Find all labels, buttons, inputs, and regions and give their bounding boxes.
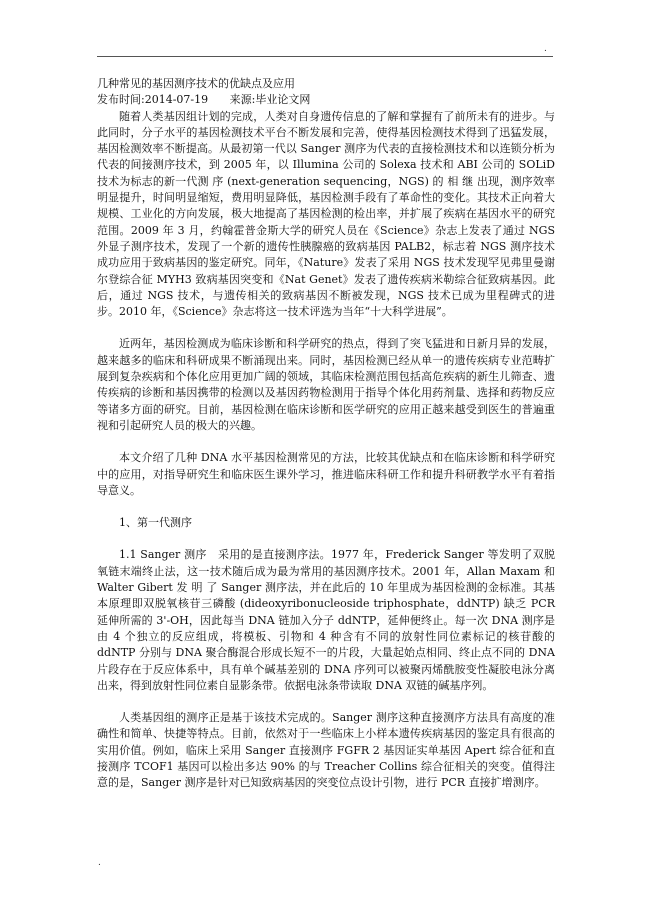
footer-mark: . [98, 858, 101, 868]
paragraph-intro: 随着人类基因组计划的完成，人类对自身遗传信息的了解和掌握有了前所未有的进步。与此同时，分子水平的基因检测技术平台不断发展和完善，使得基因检测技术得到了迅猛发展，基因检测效率不断提高。从最初第一代以 Sanger 测序为代表的直接检测技术和以连锁分析为代表的间接测序技术，到 2005 年，以 Illumina 公司的 Solexa 技术和 ABI 公司的 SOLiD 技术为标志的新一代测 序 (next-generation sequencing，NGS) 的 相 继 出现，测序效率明显提升，时间明显缩短，费用明显降低，基因检测手段有了革命性的变化。其技术正向着大规模、工业化的方向发展，极大地提高了基因检测的检出率，并扩展了疾病在基因水平的研究范围。2009 年 3 月，约翰霍普金斯大学的研究人员在《Science》杂志上发表了通过 NGS 外显子测序技术，发现了一个新的遗传性胰腺癌的致病基因 PALB2，标志着 NGS 测序技术成功应用于致病基因的鉴定研究。同年，《Nature》发表了采用 NGS 技术发现罕见弗里曼谢尔登综合征 MYH3 致病基因突变和《Nat Genet》发表了遗传疾病米勒综合征致病基因。此后，通过 NGS 技术，与遗传相关的致病基因不断被发现，NGS 技术已成为里程碑式的进步。2010 年，《Science》杂志将这一技术评选为当年“十大科学进展”。 [97, 109, 555, 319]
article-title: 几种常见的基因测序技术的优缺点及应用 [97, 77, 295, 90]
paragraph-gap [97, 434, 555, 450]
paragraph-purpose: 本文介绍了几种 DNA 水平基因检测常见的方法，比较其优缺点和在临床诊断和科学研究中的应用，对指导研究生和临床医生课外学习，推进临床科研工作和提升科研教学水平有着指导意义。 [97, 451, 555, 497]
publish-date: 发布时间:2014-07-19 [97, 93, 209, 107]
article-source: 来源:毕业论文网 [229, 93, 311, 107]
paragraph-gap [97, 694, 555, 710]
paragraph-sanger-method: 1.1 Sanger 测序 采用的是直接测序法。1977 年，Frederick Sanger 等发明了双脱氧链末端终止法，这一技术随后成为最为常用的基因测序技术。2001 年，Allan Maxam 和 Walter Gibert 发 明 了 Sanger 测序法，并在此后的 10 年里成为基因检测的金标准。其基本原理即双脱氧核苷三磷酸 (dideoxyribonucleoside triphosphate，ddNTP) 缺乏 PCR 延伸所需的 3'-OH，因此每当 DNA 链加入分子 ddNTP，延伸便终止。每一次 DNA 测序是由 4 个独立的反应组成，将模板、引物和 4 种含有不同的放射性同位素标记的核苷酸的 ddNTP 分别与 DNA 聚合酶混合形成长短不一的片段，大量起始点相同、终止点不同的 DNA 片段存在于反应体系中，具有单个碱基差别的 DNA 序列可以被聚丙烯酰胺变性凝胶电泳分离出来，得到放射性同位素自显影条带。依据电泳条带读取 DNA 双链的碱基序列。 [97, 548, 555, 692]
section-heading: 1、第一代测序 [119, 516, 192, 530]
article-meta [97, 92, 555, 108]
paragraph-trends: 近两年，基因检测成为临床诊断和科学研究的热点，得到了突飞猛进和日新月异的发展，越来越多的临床和科研成果不断涌现出来。同时，基因检测已经从单一的遗传疾病专业范畴扩展到复杂疾病和个体化应用更加广阔的领域，其临床检测范围包括高危疾病的新生儿筛查、遗传疾病的诊断和基因携带的检测以及基因药物检测用于指导个体化用药剂量、选择和药物反应等诸多方面的研究。目前，基因检测在临床诊断和医学研究的应用正越来越受到医生的普遍重视和引起研究人员的极大的兴趣。 [97, 337, 555, 432]
paragraph-gap [97, 531, 555, 547]
header-rule [97, 56, 553, 57]
paragraph-gap [97, 320, 555, 336]
header-mark: . [544, 44, 547, 54]
paragraph-sanger-application: 人类基因组的测序正是基于该技术完成的。Sanger 测序这种直接测序方法具有高度的准确性和简单、快捷等特点。目前，依然对于一些临床上小样本遗传疾病基因的鉴定具有很高的实用价值。例如，临床上采用 Sanger 直接测序 FGFR 2 基因证实单基因 Apert 综合征和直接测序 TCOF1 基因可以检出多达 90% 的与 Treacher Collins 综合征相关的突变。值得注意的是，Sanger 测序是针对已知致病基因的突变位点设计引物，进行 PCR 直接扩增测序。 [97, 711, 555, 790]
paragraph-gap [97, 499, 555, 515]
article-body [97, 76, 555, 792]
